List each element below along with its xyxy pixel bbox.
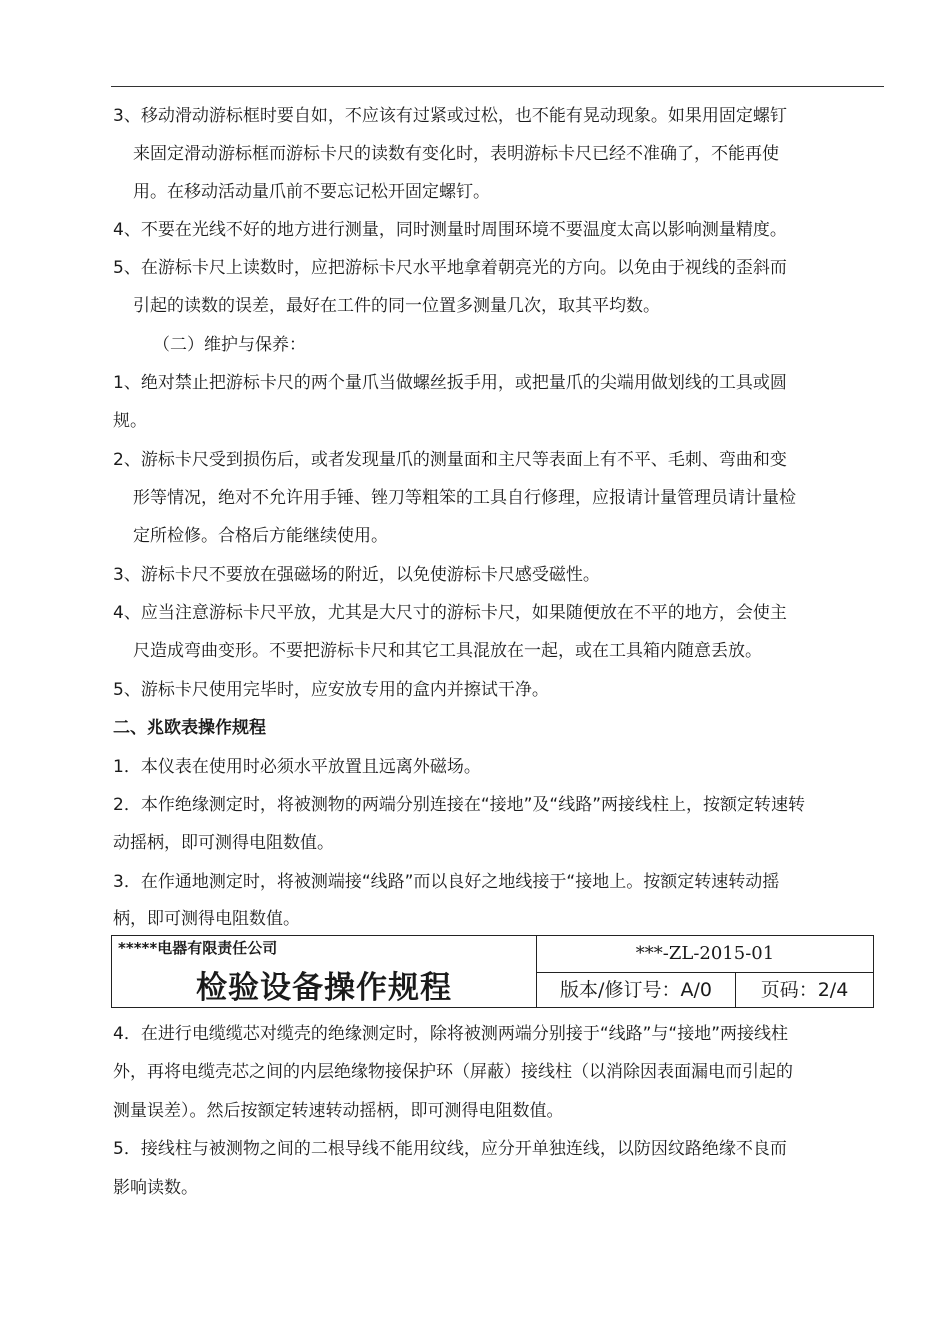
text-line: 外，再将电缆壳芯之间的内层绝缘物接保护环（屏蔽）接线柱（以消除因表面漏电而引起的 [113,1062,793,1082]
text-line: 柄，即可测得电阻数值。 [113,909,300,929]
document-code: ***-ZL-2015-01 [537,936,873,973]
text-line: 4、不要在光线不好的地方进行测量，同时测量时周围环境不要温度太高以影响测量精度。 [113,220,787,240]
text-line: 3、移动滑动游标框时要自如，不应该有过紧或过松，也不能有晃动现象。如果用固定螺钉 [113,106,787,126]
text-line: 测量误差）。然后按额定转速转动摇柄，即可测得电阻数值。 [113,1101,564,1121]
text-line: 引起的读数的误差，最好在工件的同一位置多测量几次，取其平均数。 [133,296,660,316]
text-line: 2．本作绝缘测定时，将被测物的两端分别连接在“接地”及“线路”两接线柱上，按额定转速转 [113,795,806,815]
text-line: 4．在进行电缆缆芯对缆壳的绝缘测定时，除将被测两端分别接于“线路”与“接地”两接线柱 [113,1024,789,1044]
version-label: 版本/修订号：A/0 [537,973,736,1007]
header-title-cell [112,936,537,1007]
text-line: 1．本仪表在使用时必须水平放置且远离外磁场。 [113,757,481,777]
text-line: 影响读数。 [113,1178,198,1198]
text-line: 5．接线柱与被测物之间的二根导线不能用纹线，应分开单独连线，以防因纹路绝缘不良而 [113,1139,787,1159]
text-line: 来固定滑动游标框而游标卡尺的读数有变化时，表明游标卡尺已经不准确了，不能再使 [133,144,779,164]
text-line: 3、游标卡尺不要放在强磁场的附近，以免使游标卡尺感受磁性。 [113,565,600,585]
document-header-table [111,935,874,1008]
text-line: 4、应当注意游标卡尺平放，尤其是大尺寸的游标卡尺，如果随便放在不平的地方，会使主 [113,603,787,623]
text-line: 5、游标卡尺使用完毕时，应安放专用的盒内并擦试干净。 [113,680,549,700]
text-line: 3．在作通地测定时，将被测端接“线路”而以良好之地线接于“接地上。按额定转速转动摇 [113,872,780,892]
text-line: 5、在游标卡尺上读数时，应把游标卡尺水平地拿着朝亮光的方向。以免由于视线的歪斜而 [113,258,787,278]
text-line: 规。 [113,411,147,431]
subsection-title: （二）维护与保养： [153,335,306,355]
company-name: *****电器有限责任公司 [118,939,278,957]
page-number: 页码：2/4 [760,979,849,1001]
document-title: 检验设备操作规程 [196,970,452,1006]
text-line: 形等情况，绝对不允许用手锤、锉刀等粗笨的工具自行修理，应报请计量管理员请计量检 [133,488,796,508]
section-heading: 二、兆欧表操作规程 [113,718,266,738]
text-line: 1、绝对禁止把游标卡尺的两个量爪当做螺丝扳手用，或把量爪的尖端用做划线的工具或圆 [113,373,787,393]
text-line: 尺造成弯曲变形。不要把游标卡尺和其它工具混放在一起，或在工具箱内随意丢放。 [133,641,762,661]
text-line: 动摇柄，即可测得电阻数值。 [113,833,334,853]
text-line: 定所检修。合格后方能继续使用。 [133,526,388,546]
text-line: 2、游标卡尺受到损伤后，或者发现量爪的测量面和主尺等表面上有不平、毛刺、弯曲和变 [113,450,787,470]
text-line: 用。在移动活动量爪前不要忘记松开固定螺钉。 [133,182,490,202]
header-rule [111,86,884,87]
